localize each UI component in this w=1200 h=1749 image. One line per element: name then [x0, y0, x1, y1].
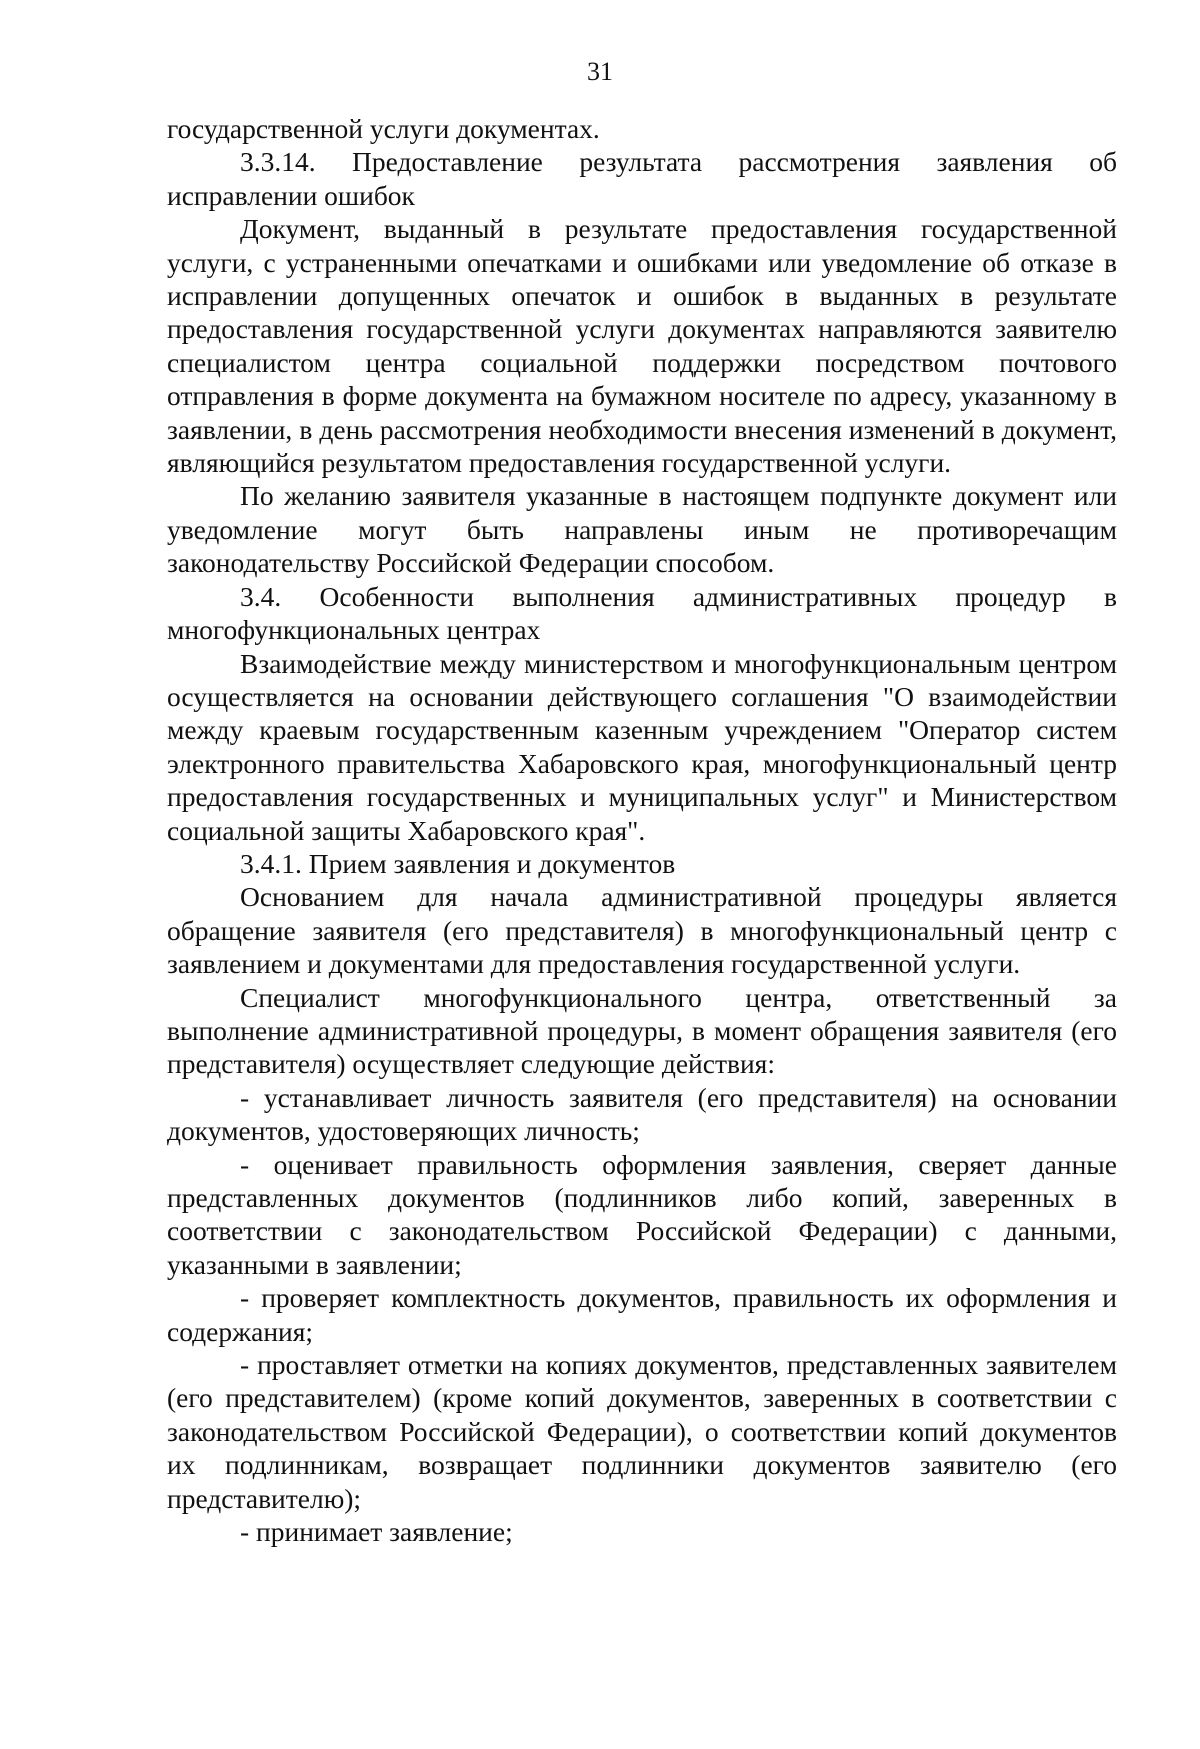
page-number: 31: [587, 57, 613, 86]
list-item-evaluates: - оценивает правильность оформления заявления, сверяет данные представленных документов (подлинников либо копий, заверенных в соответствии с законодательством Российской Федерации) с данными, указанными в заявлении;: [167, 1148, 1117, 1280]
document-body: [167, 112, 1117, 1548]
list-item-identity: - устанавливает личность заявителя (его представителя) на основании документов, удостоверяющих личность;: [167, 1081, 1117, 1147]
paragraph-applicant-wish: По желанию заявителя указанные в настоящем подпункте документ или уведомление могут быть направлены иным не противоречащим законодательству Российской Федерации способом.: [167, 480, 1117, 579]
section-heading-3-4: 3.4. Особенности выполнения административных процедур в многофункциональных центрах: [167, 580, 1117, 646]
paragraph-specialist: Специалист многофункционального центра, ответственный за выполнение административной процедуры, в момент обращения заявителя (его представителя) осуществляет следующие действия:: [167, 981, 1117, 1080]
paragraph-basis: Основанием для начала административной процедуры является обращение заявителя (его представителя) в многофункциональный центр с заявлением и документами для предоставления государственной услуги.: [167, 881, 1117, 980]
list-item-accepts: - принимает заявление;: [240, 1516, 513, 1548]
section-heading-3-4-1: 3.4.1. Прием заявления и документов: [240, 847, 676, 879]
list-item-marks: - проставляет отметки на копиях документов, представленных заявителем (его представителем) (кроме копий документов, заверенных в соответствии с законодательством Российской Федерации), о соответствии копий документов их подлинникам, возвращает подлинники документов заявителю (его представителю);: [167, 1349, 1117, 1514]
list-item-checks: - проверяет комплектность документов, правильность их оформления и содержания;: [167, 1282, 1117, 1347]
paragraph-continuation: государственной услуги документах.: [167, 113, 600, 144]
paragraph-interaction: Взаимодействие между министерством и многофункциональным центром осуществляется на основании действующего соглашения "О взаимодействии между краевым государственным казенным учреждением "Оператор систем электронного правительства Хабаровского края, многофункциональный центр предоставления государственных и муниципальных услуг" и Министерством социальной защиты Хабаровского края".: [167, 647, 1117, 846]
section-heading-3-3-14: 3.3.14. Предоставление результата рассмотрения заявления об исправлении ошибок: [167, 146, 1117, 211]
paragraph-document-issued: Документ, выданный в результате предоставления государственной услуги, с устраненными опечатками и ошибками или уведомление об отказе в исправлении допущенных опечаток и ошибок в выданных в результате предоставления государственной услуги документах направляются заявителю специалистом центра социальной поддержки посредством почтового отправления в форме документа на бумажном носителе по адресу, указанному в заявлении, в день рассмотрения необходимости внесения изменений в документ, являющийся результатом предоставления государственной услуги.: [167, 213, 1117, 479]
